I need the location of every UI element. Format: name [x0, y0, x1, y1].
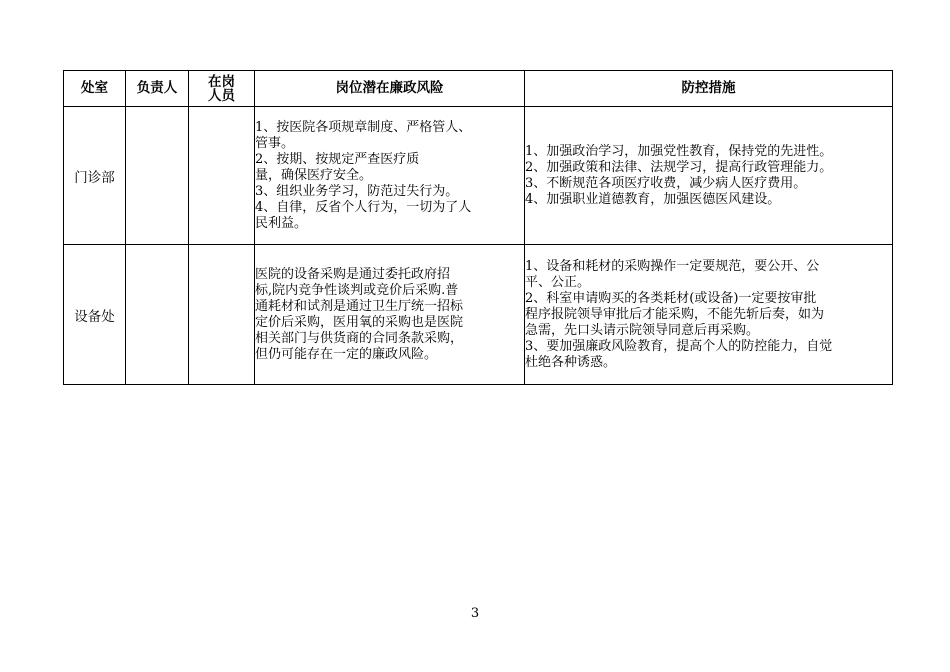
risk-line: 2、按期、按规定严查医疗质 — [255, 151, 420, 167]
measure-line: 急需，先口头请示院领导同意后再采购。 — [525, 322, 760, 338]
staff-cell — [189, 107, 255, 245]
header-department: 处室 — [64, 71, 126, 107]
measure-line: 1、设备和耗材的采购操作一定要规范，要公开、公 — [525, 258, 820, 274]
measure-line: 平、公正。 — [525, 274, 591, 290]
department-cell: 门诊部 — [64, 107, 126, 245]
measure-line: 3、要加强廉政风险教育，提高个人的防控能力，自觉 — [525, 338, 833, 354]
risk-line: 管事。 — [255, 135, 295, 151]
risk-line: 但仍可能存在一定的廉政风险。 — [255, 346, 438, 362]
measure-line: 程序报院领导审批后才能采购，不能先斩后奏，如为 — [525, 306, 825, 322]
measures-cell — [525, 107, 893, 245]
header-responsible: 负责人 — [126, 71, 189, 107]
measure-line: 2、加强政策和法律、法规学习，提高行政管理能力。 — [525, 159, 833, 175]
risk-line: 1、按医院各项规章制度、严格管人、 — [255, 119, 472, 135]
measure-line: 杜绝各种诱惑。 — [525, 354, 617, 370]
header-staff-line1: 在岗 — [208, 73, 235, 90]
risk-line: 医院的设备采购是通过委托政府招 — [255, 266, 451, 282]
page-number: 3 — [470, 606, 480, 621]
table-header-row — [64, 71, 893, 107]
risk-cell — [255, 107, 525, 245]
risk-line: 3、组织业务学习，防范过失行为。 — [255, 183, 459, 199]
risk-control-table — [63, 70, 893, 385]
risk-cell — [255, 245, 525, 385]
header-risk: 岗位潜在廉政风险 — [255, 71, 525, 107]
risk-line: 通耗材和试剂是通过卫生厅统一招标 — [255, 298, 464, 314]
risk-line: 标,院内竞争性谈判或竞价后采购.普 — [255, 282, 459, 298]
risk-line: 民利益。 — [255, 215, 308, 231]
staff-cell — [189, 245, 255, 385]
risk-line: 4、自律，反省个人行为，一切为了人 — [255, 199, 472, 215]
header-measures: 防控措施 — [525, 71, 893, 107]
measure-line: 1、加强政治学习，加强党性教育，保持党的先进性。 — [525, 143, 833, 159]
risk-line: 相关部门与供货商的合同条款采购， — [255, 330, 464, 346]
measure-line: 2、科室申请购买的各类耗材(或设备)一定要按审批 — [525, 290, 817, 306]
table-row — [64, 107, 893, 245]
header-staff — [189, 71, 255, 107]
measures-cell — [525, 245, 893, 385]
table-row — [64, 245, 893, 385]
measure-line: 4、加强职业道德教育，加强医德医风建设。 — [525, 191, 781, 207]
responsible-cell — [126, 245, 189, 385]
responsible-cell — [126, 107, 189, 245]
header-staff-line2: 人员 — [208, 87, 235, 104]
risk-line: 定价后采购，医用氧的采购也是医院 — [255, 314, 464, 330]
risk-line: 量，确保医疗安全。 — [255, 167, 373, 183]
department-cell: 设备处 — [64, 245, 126, 385]
measure-line: 3、不断规范各项医疗收费，减少病人医疗费用。 — [525, 175, 807, 191]
